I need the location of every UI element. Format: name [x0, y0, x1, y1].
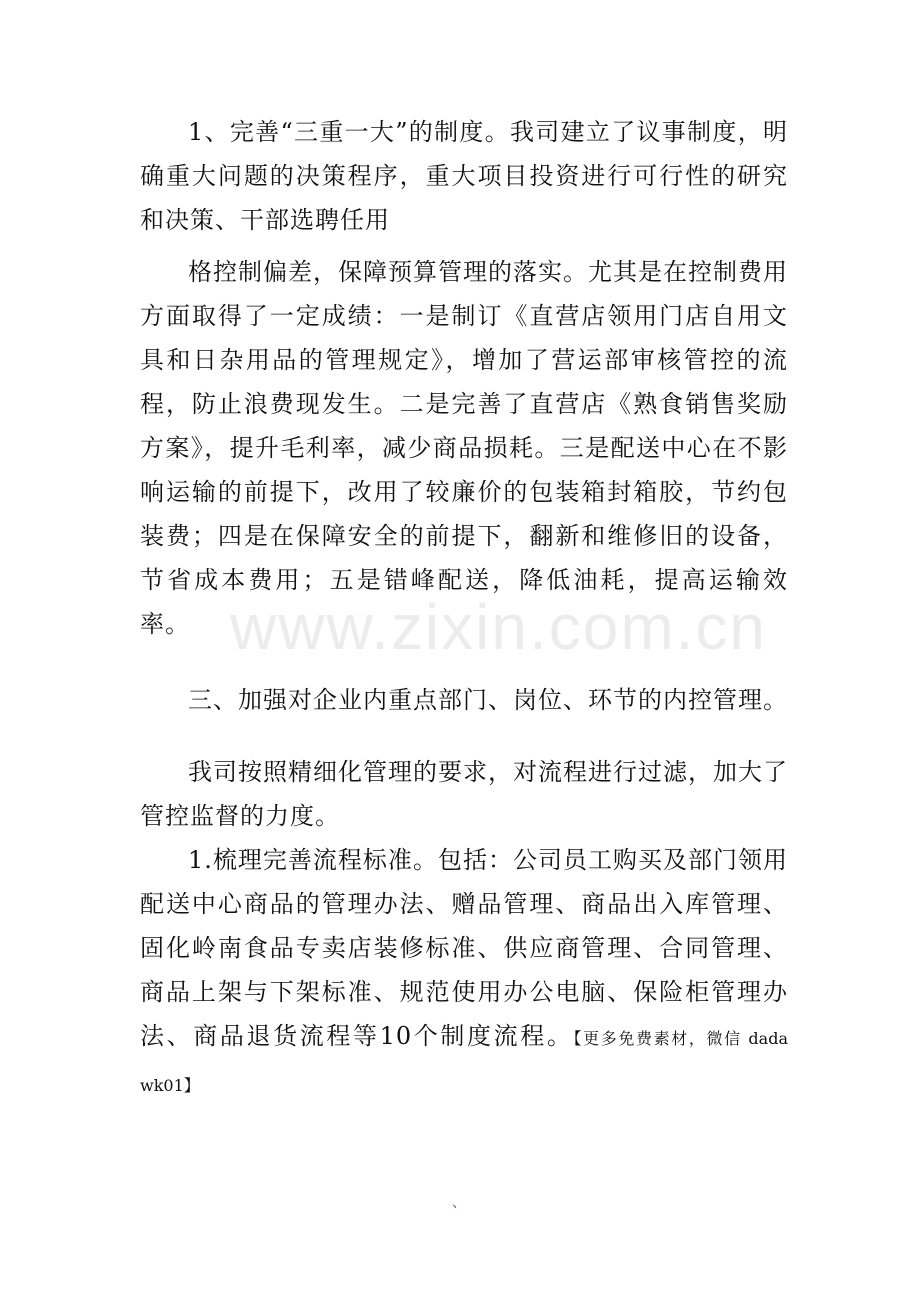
- paragraph-5-text: 1.梳理完善流程标准。包括：公司员工购买及部门领用配送中心商品的管理办法、赠品管理、商品出入库管理、固化岭南食品专卖店装修标准、供应商管理、合同管理、商品上架与下架标准、规范使用办公电脑、保险柜管理办法、商品退货流程等10个制度流程。: [140, 846, 788, 1050]
- promo-note: 【更多免费素材，微信 dada wk01】: [140, 1029, 788, 1095]
- paragraph-5: [140, 838, 788, 1108]
- stray-mark: 、: [452, 1195, 466, 1211]
- watermark: www.zixin.com.cn: [230, 591, 767, 663]
- paragraph-3: 三、加强对企业内重点部门、岗位、环节的内控管理。: [188, 686, 788, 714]
- paragraph-1: 1、完善“三重一大”的制度。我司建立了议事制度，明确重大问题的决策程序，重大项目投资进行可行性的研究和决策、干部选聘任用: [140, 118, 788, 234]
- paragraph-4: 我司按照精细化管理的要求，对流程进行过滤，加大了管控监督的力度。: [140, 758, 788, 830]
- paragraph-2: 格控制偏差，保障预算管理的落实。尤其是在控制费用方面取得了一定成绩：一是制订《直营店领用门店自用文具和日杂用品的管理规定》，增加了营运部审核管控的流程，防止浪费现发生。二是完善了直营店《熟食销售奖励方案》，提升毛利率，减少商品损耗。三是配送中心在不影响运输的前提下，改用了较廉价的包装箱封箱胶，节约包装费；四是在保障安全的前提下，翻新和维修旧的设备，节省成本费用；五是错峰配送，降低油耗，提高运输效率。: [140, 258, 788, 638]
